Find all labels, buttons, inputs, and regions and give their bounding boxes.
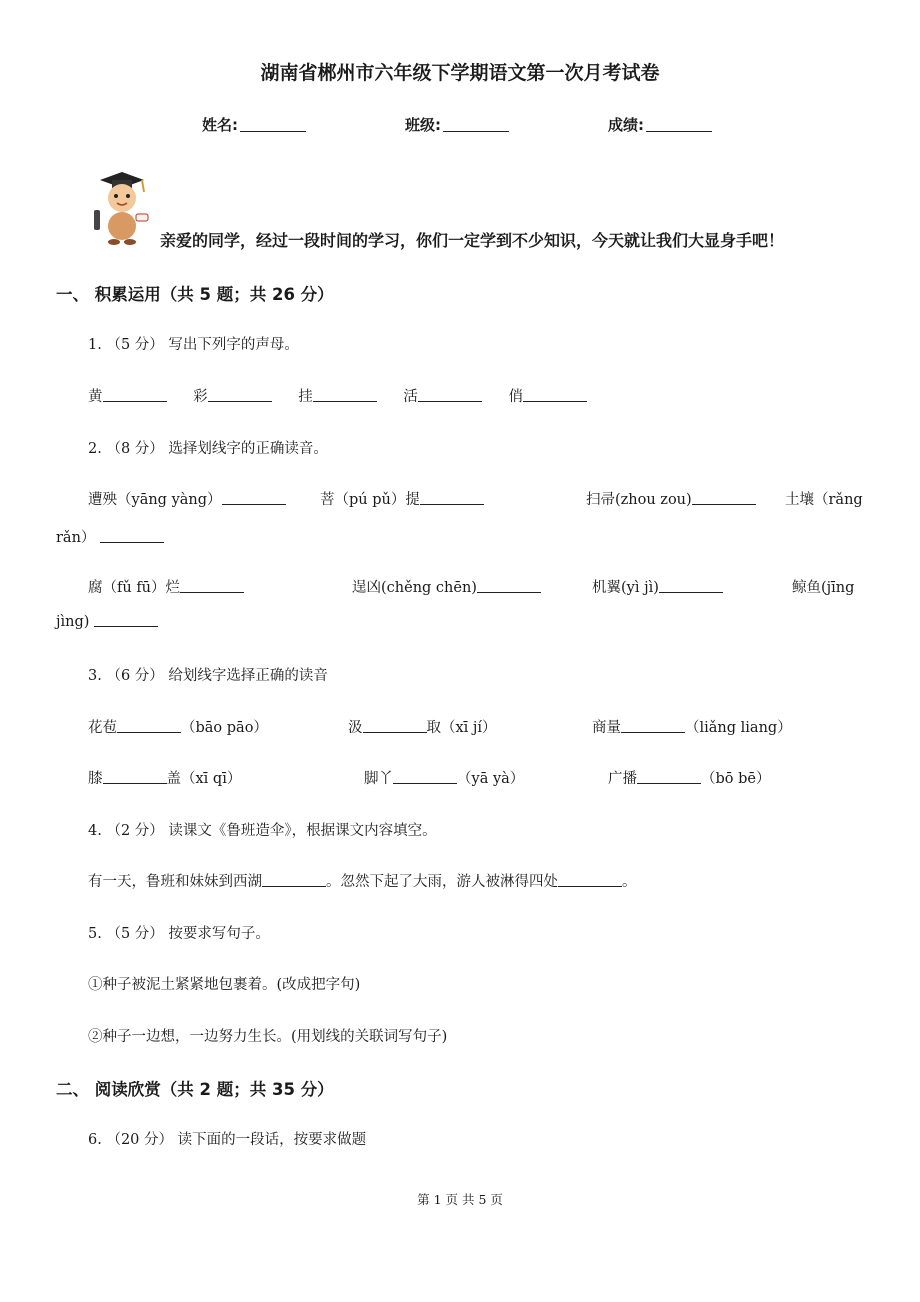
answer-blank[interactable] [621, 720, 685, 733]
greeting-text: 亲爱的同学，经过一段时间的学习，你们一定学到不少知识，今天就让我们大显身手吧！ [160, 231, 785, 250]
q3-item: 膝 盖（xī qī） [88, 771, 242, 787]
question-stem: 2. （8 分） 选择划线字的正确读音。 [88, 441, 328, 457]
answer-blank[interactable] [558, 874, 622, 887]
question-stem: 1. （5 分） 写出下列字的声母。 [88, 337, 299, 353]
answer-blank[interactable] [692, 492, 756, 505]
section-heading: 二、 阅读欣赏（共 2 题；共 35 分） [56, 1080, 334, 1099]
q1-char: 挂 [298, 389, 313, 405]
answer-blank[interactable] [100, 530, 164, 543]
answer-blank[interactable] [117, 720, 181, 733]
q1-char: 活 [403, 389, 418, 405]
answer-blank[interactable] [477, 580, 541, 593]
answer-blank[interactable] [262, 874, 326, 887]
q5-sentence: ②种子一边想，一边努力生长。(用划线的关联词写句子) [88, 1029, 448, 1045]
q2-item: 扫帚(zhou zou) [586, 488, 756, 509]
section-heading: 一、 积累运用（共 5 题；共 26 分） [56, 285, 334, 304]
answer-blank[interactable] [103, 389, 167, 402]
class-field[interactable] [405, 114, 509, 135]
q1-line [88, 385, 587, 406]
answer-blank[interactable] [313, 389, 377, 402]
q2-item: 鲸鱼(jīng [792, 580, 855, 596]
q1-char: 彩 [193, 389, 208, 405]
q2-item: 遭殃（yāng yàng） [88, 488, 286, 509]
q3-item: 商量 （liǎng liang） [592, 720, 792, 736]
mascot-graduate-icon [86, 166, 152, 246]
q1-char: 俏 [508, 389, 523, 405]
q3-item: 广播 （bō bē） [608, 771, 771, 787]
answer-blank[interactable] [363, 720, 427, 733]
answer-blank[interactable] [180, 580, 244, 593]
answer-blank[interactable] [418, 389, 482, 402]
q2-item: jìng) [56, 614, 158, 630]
q3-item: 脚丫 （yā yà） [364, 771, 525, 787]
question-stem: 6. （20 分） 读下面的一段话，按要求做题 [88, 1132, 367, 1148]
question-stem: 5. （5 分） 按要求写句子。 [88, 926, 270, 942]
page-footer: 第 1 页 共 5 页 [417, 1192, 503, 1207]
q2-item: 机翼(yì jì) [592, 576, 723, 597]
answer-blank[interactable] [420, 492, 484, 505]
name-label: 姓名: [202, 116, 238, 134]
score-label: 成绩: [608, 116, 644, 134]
q2-item: 逞凶(chěng chēn) [352, 576, 541, 597]
answer-blank[interactable] [637, 771, 701, 784]
answer-blank[interactable] [659, 580, 723, 593]
question-stem: 3. （6 分） 给划线字选择正确的读音 [88, 668, 328, 684]
score-field[interactable] [608, 114, 712, 135]
answer-blank[interactable] [393, 771, 457, 784]
answer-blank[interactable] [523, 389, 587, 402]
q2-item: 腐（fǔ fū）烂 [88, 576, 244, 597]
q4-line: 有一天，鲁班和妹妹到西湖 。忽然下起了大雨，游人被淋得四处 。 [88, 874, 637, 890]
q2-item: rǎn） [56, 526, 164, 547]
answer-blank[interactable] [103, 771, 167, 784]
q1-char: 黄 [88, 389, 103, 405]
name-field[interactable] [202, 114, 306, 135]
q3-item: 花苞 （bāo pāo） [88, 720, 268, 736]
q2-item: 菩（pú pǔ）提 [320, 488, 484, 509]
page-title: 湖南省郴州市六年级下学期语文第一次月考试卷 [260, 62, 660, 84]
q3-item: 汲 取（xī jí） [348, 720, 497, 736]
q2-item: 土壤（rǎng [785, 492, 863, 508]
q5-sentence: ①种子被泥土紧紧地包裹着。(改成把字句) [88, 977, 361, 993]
answer-blank[interactable] [94, 614, 158, 627]
answer-blank[interactable] [208, 389, 272, 402]
question-stem: 4. （2 分） 读课文《鲁班造伞》，根据课文内容填空。 [88, 823, 437, 839]
answer-blank[interactable] [222, 492, 286, 505]
class-label: 班级: [405, 116, 441, 134]
